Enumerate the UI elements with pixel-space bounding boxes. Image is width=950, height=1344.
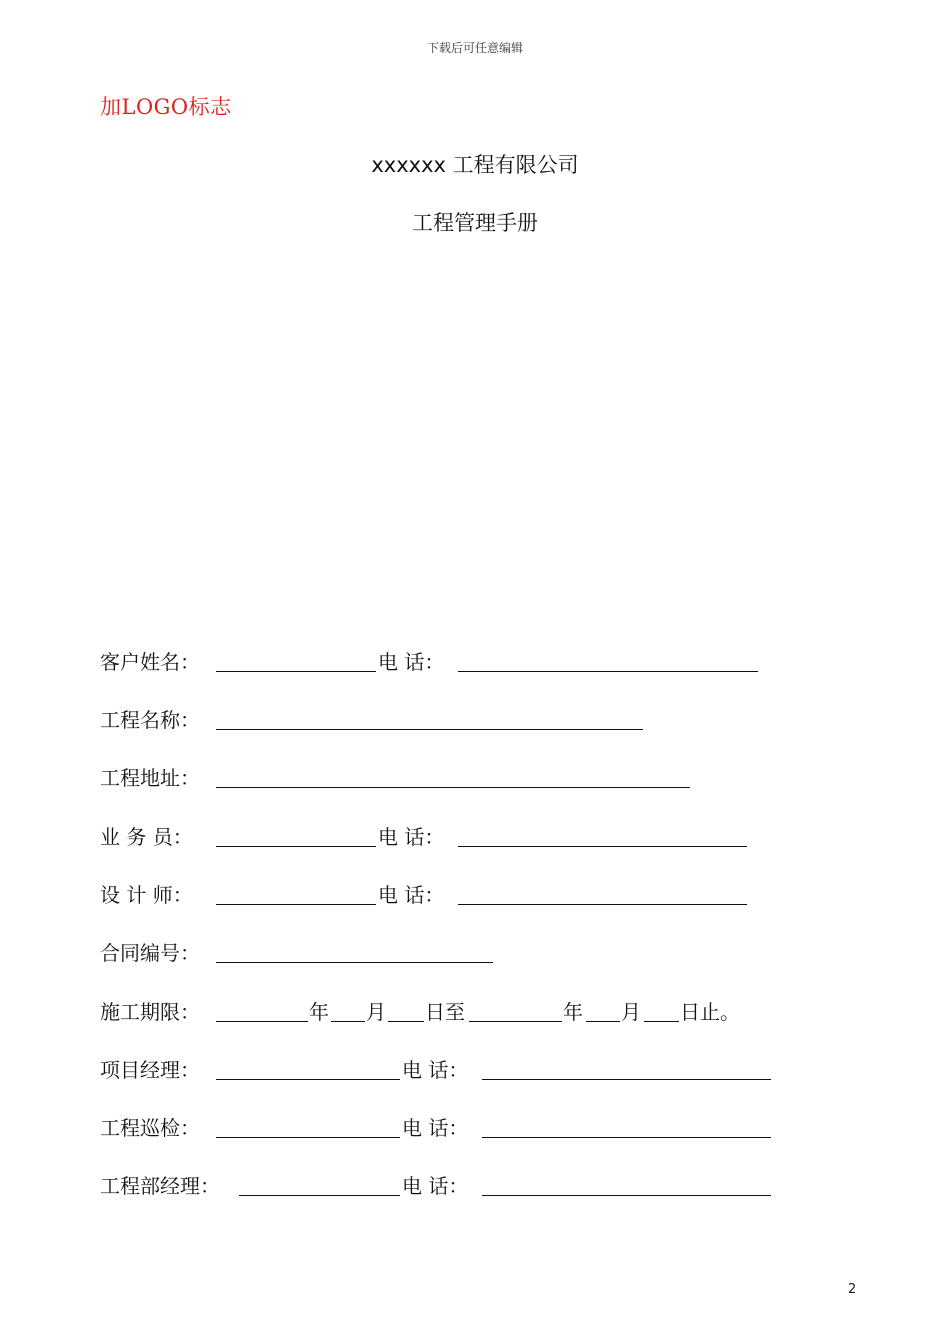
end-day-field[interactable] <box>644 1021 679 1022</box>
year-label: 年 <box>309 1000 329 1024</box>
day-to-label: 日至 <box>425 1000 465 1024</box>
contract-number-label: 合同编号： <box>100 941 200 965</box>
phone-label: 电 话： <box>402 1174 469 1198</box>
phone-label: 电 话： <box>402 1058 469 1082</box>
phone-label: 电 话： <box>378 650 445 674</box>
start-month-field[interactable] <box>331 1021 365 1022</box>
customer-name-field[interactable] <box>216 671 376 672</box>
phone-label: 电 话： <box>378 825 445 849</box>
phone-label: 电 话： <box>402 1116 469 1140</box>
customer-name-label: 客户姓名： <box>100 650 200 674</box>
project-address-label: 工程地址： <box>100 766 200 790</box>
customer-phone-field[interactable] <box>458 671 758 672</box>
project-inspection-phone-field[interactable] <box>482 1137 771 1138</box>
project-manager-field[interactable] <box>216 1079 400 1080</box>
year-label: 年 <box>563 1000 583 1024</box>
project-inspection-field[interactable] <box>216 1137 400 1138</box>
designer-field[interactable] <box>216 904 376 905</box>
start-year-field[interactable] <box>216 1021 308 1022</box>
day-end-label: 日止。 <box>680 1000 740 1024</box>
project-inspection-label: 工程巡检： <box>100 1116 200 1140</box>
phone-label: 电 话： <box>378 883 445 907</box>
designer-phone-field[interactable] <box>458 904 747 905</box>
engineering-dept-manager-phone-field[interactable] <box>482 1195 771 1196</box>
salesperson-field[interactable] <box>216 846 376 847</box>
construction-period-label: 施工期限： <box>100 1000 200 1024</box>
company-name: xxxxxx 工程有限公司 <box>371 153 579 177</box>
contract-number-field[interactable] <box>216 962 493 963</box>
salesperson-label: 业 务 员： <box>100 825 193 849</box>
salesperson-phone-field[interactable] <box>458 846 747 847</box>
end-year-field[interactable] <box>469 1021 562 1022</box>
start-day-field[interactable] <box>388 1021 424 1022</box>
page-number: 2 <box>848 1282 857 1297</box>
project-manager-label: 项目经理： <box>100 1058 200 1082</box>
engineering-dept-manager-field[interactable] <box>239 1195 400 1196</box>
month-label: 月 <box>621 1000 641 1024</box>
project-name-field[interactable] <box>216 729 643 730</box>
project-address-field[interactable] <box>216 787 690 788</box>
designer-label: 设 计 师： <box>100 883 193 907</box>
project-manager-phone-field[interactable] <box>482 1079 771 1080</box>
logo-placeholder: 加LOGO标志 <box>100 95 232 119</box>
project-name-label: 工程名称： <box>100 708 200 732</box>
manual-title: 工程管理手册 <box>412 211 538 235</box>
header-note: 下载后可任意编辑 <box>426 41 523 55</box>
engineering-dept-manager-label: 工程部经理： <box>100 1174 220 1198</box>
month-label: 月 <box>366 1000 386 1024</box>
end-month-field[interactable] <box>586 1021 620 1022</box>
